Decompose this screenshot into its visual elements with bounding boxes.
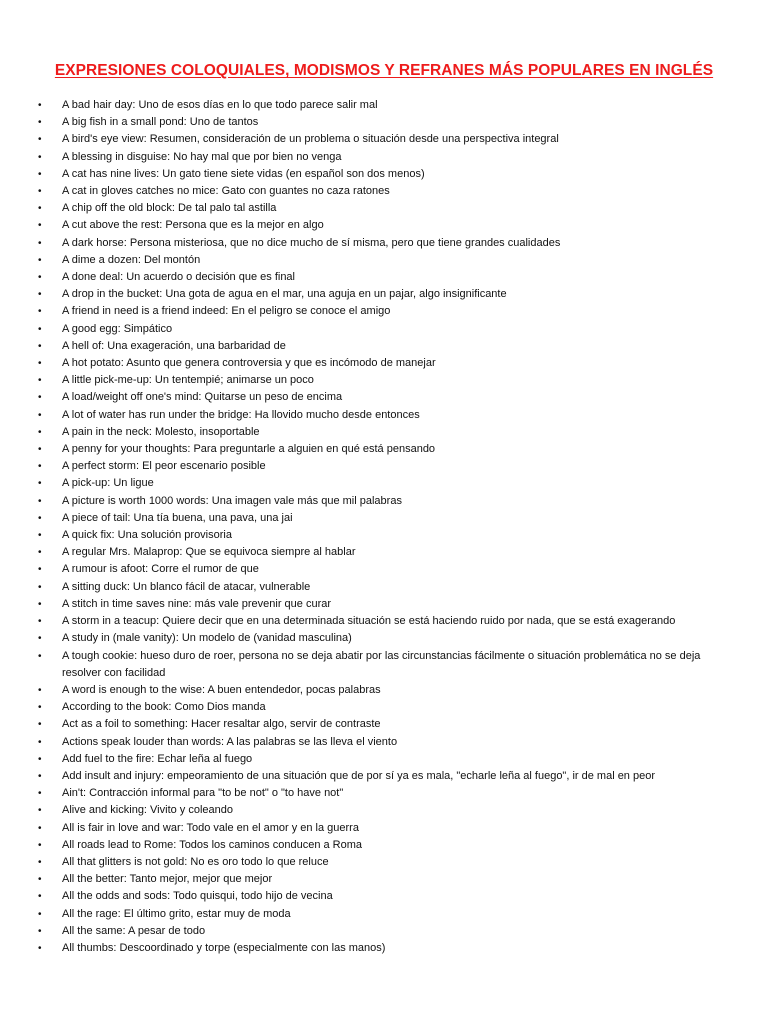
list-item-text: According to the book: Como Dios manda — [62, 701, 266, 714]
bullet-icon: • — [38, 530, 42, 542]
bullet-icon: • — [38, 581, 42, 593]
list-item-text: A regular Mrs. Malaprop: Que se equivoca siempre al hablar — [62, 546, 356, 559]
bullet-icon: • — [38, 134, 42, 146]
bullet-icon: • — [38, 702, 42, 714]
list-item-text: A cat has nine lives: Un gato tiene siete vidas (en español son dos menos) — [62, 167, 425, 180]
list-item — [0, 613, 768, 630]
bullet-icon: • — [38, 684, 42, 696]
list-item-text: A chip off the old block: De tal palo tal astilla — [62, 202, 277, 215]
bullet-icon: • — [38, 598, 42, 610]
list-item-text: A lot of water has run under the bridge: Ha llovido mucho desde entonces — [62, 408, 420, 421]
list-item — [0, 648, 768, 682]
list-item — [0, 149, 768, 166]
bullet-icon: • — [38, 753, 42, 765]
list-item — [0, 751, 768, 768]
list-item-text: A good egg: Simpático — [62, 322, 173, 335]
bullet-icon: • — [38, 426, 42, 438]
list-item — [0, 510, 768, 527]
bullet-icon: • — [38, 805, 42, 817]
list-item — [0, 802, 768, 819]
bullet-icon: • — [38, 512, 42, 524]
list-item — [0, 338, 768, 355]
bullet-icon: • — [38, 856, 42, 868]
list-item — [0, 596, 768, 613]
bullet-icon: • — [38, 358, 42, 370]
bullet-icon: • — [38, 254, 42, 266]
list-item-text: All the better: Tanto mejor, mejor que mejor — [62, 873, 273, 886]
list-item — [0, 200, 768, 217]
bullet-icon: • — [38, 117, 42, 129]
bullet-icon: • — [38, 168, 42, 180]
list-item — [0, 114, 768, 131]
bullet-icon: • — [38, 942, 42, 954]
bullet-icon: • — [38, 237, 42, 249]
list-item — [0, 97, 768, 114]
list-item — [0, 768, 768, 785]
list-item — [0, 699, 768, 716]
list-item — [0, 458, 768, 475]
list-item-text: A hell of: Una exageración, una barbaridad de — [62, 339, 286, 352]
document-title: EXPRESIONES COLOQUIALES, MODISMOS Y REFRANES MÁS POPULARES EN INGLÉS — [54, 62, 714, 79]
list-item — [0, 923, 768, 940]
list-item — [0, 389, 768, 406]
bullet-icon: • — [38, 203, 42, 215]
list-item-text: All is fair in love and war: Todo vale en el amor y en la guerra — [62, 821, 359, 834]
bullet-icon: • — [38, 719, 42, 731]
list-item-text: A bird's eye view: Resumen, consideración de un problema o situación desde una perspectiva integral — [62, 133, 559, 146]
list-item-text: All thumbs: Descoordinado y torpe (especialmente con las manos) — [62, 941, 386, 954]
list-item-text: A rumour is afoot: Corre el rumor de que — [62, 563, 259, 576]
list-item — [0, 131, 768, 148]
bullet-icon: • — [38, 409, 42, 421]
list-item — [0, 544, 768, 561]
list-item-text: A hot potato: Asunto que genera controversia y que es incómodo de manejar — [62, 357, 436, 370]
list-item — [0, 183, 768, 200]
list-item-text: A dime a dozen: Del montón — [62, 253, 201, 266]
bullet-icon: • — [38, 564, 42, 576]
list-item — [0, 372, 768, 389]
bullet-icon: • — [38, 908, 42, 920]
bullet-icon: • — [38, 220, 42, 232]
list-item — [0, 906, 768, 923]
list-item-text: A cat in gloves catches no mice: Gato con guantes no caza ratones — [62, 185, 390, 198]
bullet-icon: • — [38, 461, 42, 473]
bullet-icon: • — [38, 272, 42, 284]
list-item — [0, 269, 768, 286]
bullet-icon: • — [38, 822, 42, 834]
list-item — [0, 475, 768, 492]
list-item-text: All that glitters is not gold: No es oro todo lo que reluce — [62, 855, 329, 868]
bullet-icon: • — [38, 340, 42, 352]
list-item-text: All roads lead to Rome: Todos los caminos conducen a Roma — [62, 838, 363, 851]
list-item-text: A blessing in disguise: No hay mal que por bien no venga — [62, 150, 342, 163]
bullet-icon: • — [38, 289, 42, 301]
bullet-icon: • — [38, 392, 42, 404]
list-item-text: A perfect storm: El peor escenario posible — [62, 460, 266, 473]
list-item-text: A picture is worth 1000 words: Una imagen vale más que mil palabras — [62, 494, 402, 507]
expressions-list — [0, 97, 768, 957]
list-item — [0, 303, 768, 320]
bullet-icon: • — [38, 874, 42, 886]
bullet-icon: • — [38, 788, 42, 800]
list-item-text: A study in (male vanity): Un modelo de (vanidad masculina) — [62, 632, 352, 645]
list-item-text: Actions speak louder than words: A las palabras se las lleva el viento — [62, 735, 398, 748]
list-item — [0, 734, 768, 751]
list-item — [0, 561, 768, 578]
list-item — [0, 837, 768, 854]
list-item — [0, 682, 768, 699]
list-item-text: All the odds and sods: Todo quisqui, todo hijo de vecina — [62, 890, 333, 903]
list-item-text: Act as a foil to something: Hacer resaltar algo, servir de contraste — [62, 718, 381, 731]
bullet-icon: • — [38, 633, 42, 645]
list-item-text: A load/weight off one's mind: Quitarse un peso de encima — [62, 391, 343, 404]
bullet-icon: • — [38, 444, 42, 456]
bullet-icon: • — [38, 306, 42, 318]
list-item — [0, 235, 768, 252]
list-item-text: A sitting duck: Un blanco fácil de atacar, vulnerable — [62, 580, 311, 593]
list-item — [0, 441, 768, 458]
list-item-text: A storm in a teacup: Quiere decir que en una determinada situación se está haciendo ruido por nada, que se está exagerando — [62, 615, 676, 628]
list-item-text: Ain't: Contracción informal para "to be not" o "to have not" — [62, 787, 344, 800]
list-item — [0, 217, 768, 234]
bullet-icon: • — [38, 151, 42, 163]
list-item-text: A word is enough to the wise: A buen entendedor, pocas palabras — [62, 683, 381, 696]
list-item-text: A friend in need is a friend indeed: En el peligro se conoce el amigo — [62, 305, 391, 318]
list-item-text: Alive and kicking: Vivito y coleando — [62, 804, 234, 817]
list-item — [0, 820, 768, 837]
list-item-text: A tough cookie: hueso duro de roer, persona no se deja abatir por las circunstancias fácilmente o situación problemática no se deja resolver con facilidad — [62, 649, 701, 679]
list-item-text: Add insult and injury: empeoramiento de una situación que de por sí ya es mala, "echarle leña al fuego", ir de mal en peor — [62, 769, 655, 782]
list-item — [0, 407, 768, 424]
list-item-text: A quick fix: Una solución provisoria — [62, 529, 232, 542]
bullet-icon: • — [38, 495, 42, 507]
list-item — [0, 579, 768, 596]
list-item-text: A done deal: Un acuerdo o decisión que es final — [62, 271, 295, 284]
list-item-text: A dark horse: Persona misteriosa, que no dice mucho de sí misma, pero que tiene grandes cualidades — [62, 236, 561, 249]
list-item — [0, 252, 768, 269]
list-item-text: A cut above the rest: Persona que es la mejor en algo — [62, 219, 324, 232]
list-item-text: A big fish in a small pond: Uno de tantos — [62, 116, 259, 129]
bullet-icon: • — [38, 323, 42, 335]
list-item-text: A little pick-me-up: Un tentempié; animarse un poco — [62, 374, 314, 387]
list-item-text: A bad hair day: Uno de esos días en lo que todo parece salir mal — [62, 99, 378, 111]
bullet-icon: • — [38, 375, 42, 387]
bullet-icon: • — [38, 616, 42, 628]
bullet-icon: • — [38, 839, 42, 851]
list-item — [0, 854, 768, 871]
list-item-text: A pick-up: Un ligue — [62, 477, 154, 490]
list-item — [0, 493, 768, 510]
bullet-icon: • — [38, 547, 42, 559]
list-item — [0, 940, 768, 957]
bullet-icon: • — [38, 100, 42, 111]
list-item — [0, 630, 768, 647]
list-item — [0, 286, 768, 303]
bullet-icon: • — [38, 650, 42, 662]
list-item — [0, 716, 768, 733]
bullet-icon: • — [38, 891, 42, 903]
list-item — [0, 785, 768, 802]
list-item-text: A stitch in time saves nine: más vale prevenir que curar — [62, 597, 332, 610]
bullet-icon: • — [38, 186, 42, 198]
bullet-icon: • — [38, 925, 42, 937]
list-item — [0, 321, 768, 338]
list-item — [0, 888, 768, 905]
bullet-icon: • — [38, 478, 42, 490]
list-item — [0, 527, 768, 544]
list-item — [0, 424, 768, 441]
list-item-text: A penny for your thoughts: Para preguntarle a alguien en qué está pensando — [62, 443, 436, 456]
list-item-text: All the rage: El último grito, estar muy de moda — [62, 907, 291, 920]
list-item — [0, 871, 768, 888]
list-item-text: A piece of tail: Una tía buena, una pava, una jai — [62, 511, 293, 524]
bullet-icon: • — [38, 736, 42, 748]
list-item-text: A drop in the bucket: Una gota de agua en el mar, una aguja en un pajar, algo insignificante — [62, 288, 507, 301]
list-item — [0, 355, 768, 372]
list-item — [0, 166, 768, 183]
list-item-text: Add fuel to the fire: Echar leña al fuego — [62, 752, 253, 765]
bullet-icon: • — [38, 770, 42, 782]
list-item-text: A pain in the neck: Molesto, insoportable — [62, 425, 260, 438]
list-item-text: All the same: A pesar de todo — [62, 924, 206, 937]
